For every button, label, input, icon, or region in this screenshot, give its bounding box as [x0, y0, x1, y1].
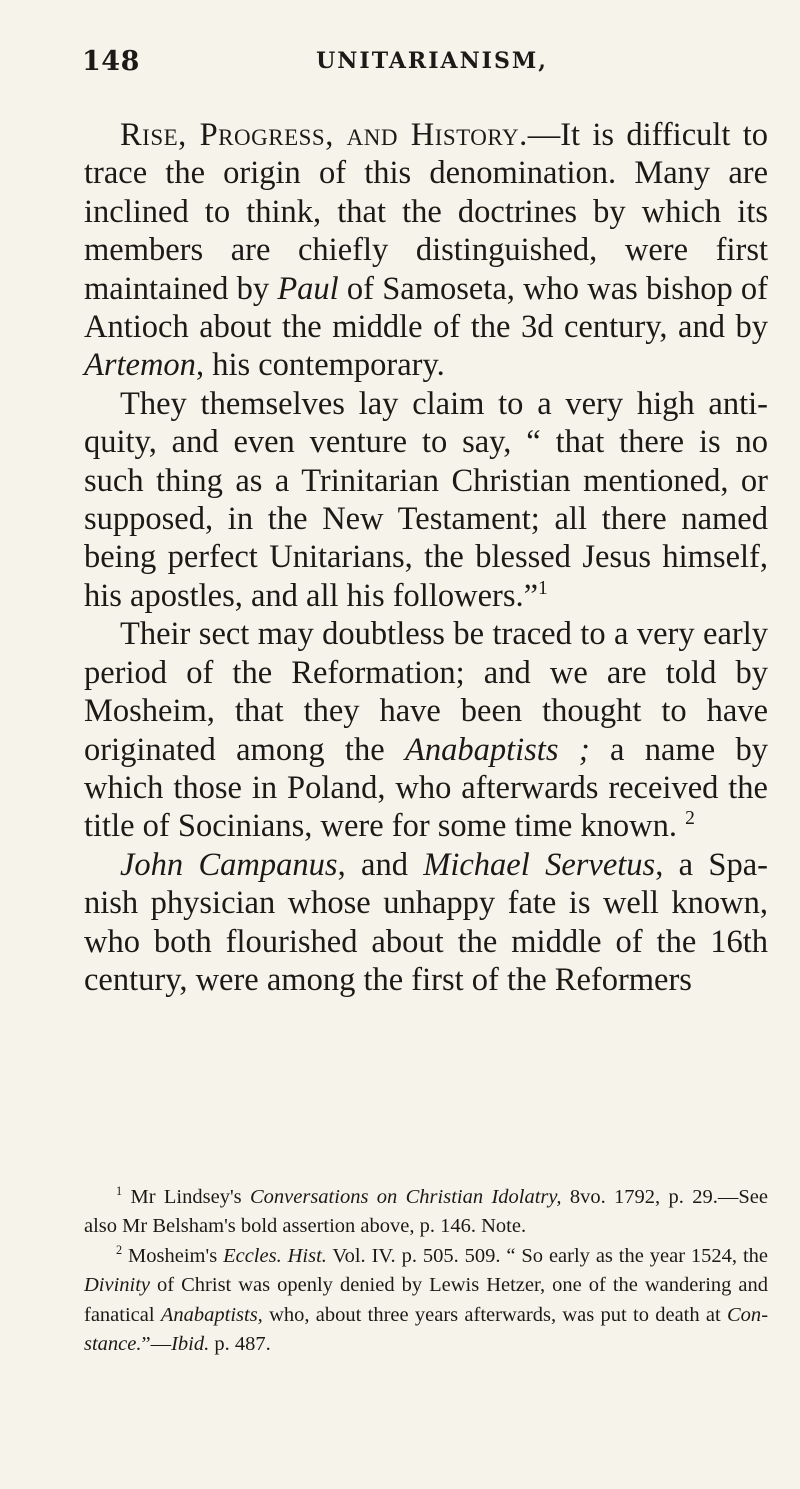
text-run-italic: Anabaptists, — [160, 1303, 263, 1326]
text-run-italic: Divinity — [84, 1274, 151, 1297]
text-run: , and — [337, 846, 424, 883]
text-run: , a Spanish physician whose unhappy fate is well known, who both flourished about the middle of the 16th century, were among the first of the Reformers — [84, 846, 768, 998]
footnote-ref: 1 — [538, 578, 548, 600]
text-run: a name by which those in Poland, who afterwards received the title of Socinians, were for some time known. — [84, 731, 769, 845]
text-run-italic: Ibid. — [171, 1333, 210, 1356]
running-head: UNITARIANISM, — [316, 48, 548, 74]
footnote-ref: 2 — [685, 808, 695, 830]
paragraph-campanus-servetus — [84, 846, 768, 1000]
section-heading: Rise, Progress, and History. — [120, 117, 528, 153]
paragraph-reformation-origin — [84, 615, 768, 845]
footnote-1 — [84, 1183, 768, 1242]
text-run: of Christ was openly denied by Lewis Hetzer, one of the wandering and fanatical — [84, 1274, 768, 1326]
text-run: 8vo. 1792, p. 29.—See also Mr Belsham's bold assertion above, p. 146. Note. — [84, 1186, 768, 1238]
footnote-2 — [84, 1242, 768, 1360]
footnote-marker: 1 — [116, 1184, 123, 1199]
paragraph-antiquity-claim — [84, 385, 768, 615]
page-number: 148 — [82, 46, 140, 77]
text-run-italic: Artemon — [84, 347, 196, 384]
text-run: of Samoseta, who was bishop of Antioch about the middle of the 3d century, and by — [84, 270, 768, 346]
text-run: They themselves lay claim to a very high antiquity, and even venture to say, “ that there is no such thing as a Trinitarian Christian mentioned, or supposed, in the New Testament; all there named being perfect Unitarians, the blessed Jesus himself, his apostles, and all his followers.” — [84, 385, 768, 614]
text-run-italic: Paul — [277, 270, 339, 307]
main-text — [84, 116, 768, 999]
text-run: Mr Lindsey's — [122, 1186, 250, 1208]
text-run-italic: John Campanus — [120, 846, 338, 883]
text-run: p. 487. — [209, 1333, 271, 1356]
text-run-italic: Conversations on Christian Idolatry, — [249, 1186, 562, 1208]
text-run: Their sect may doubtless be traced to a very early period of the Reformation; and we are told by Mosheim, that they have been thought to have originated among the — [84, 616, 768, 768]
text-run-italic: Constance. — [84, 1303, 769, 1356]
footnotes — [84, 1183, 768, 1359]
text-run-italic: Eccles. Hist. — [223, 1244, 327, 1267]
text-run: , his contemporary. — [195, 347, 445, 384]
text-run: who, about three years afterwards, was put to death at — [262, 1303, 727, 1326]
text-run: Vol. IV. p. 505. 509. “ So early as the year 1524, the — [326, 1244, 768, 1267]
text-run: ”— — [141, 1333, 172, 1356]
footnote-marker: 2 — [116, 1242, 123, 1257]
text-run: Mosheim's — [122, 1244, 224, 1267]
text-run: —It is difficult to trace the origin of this denomination. Many are inclined to think, that the doctrines by which its members are chiefly distinguished, were first maintained by — [84, 117, 768, 307]
text-run-italic: Anabaptists ; — [404, 731, 590, 768]
text-run-italic: Michael Servetus — [423, 846, 656, 883]
paragraph-rise-progress-history — [84, 116, 768, 385]
page-header — [82, 46, 642, 86]
